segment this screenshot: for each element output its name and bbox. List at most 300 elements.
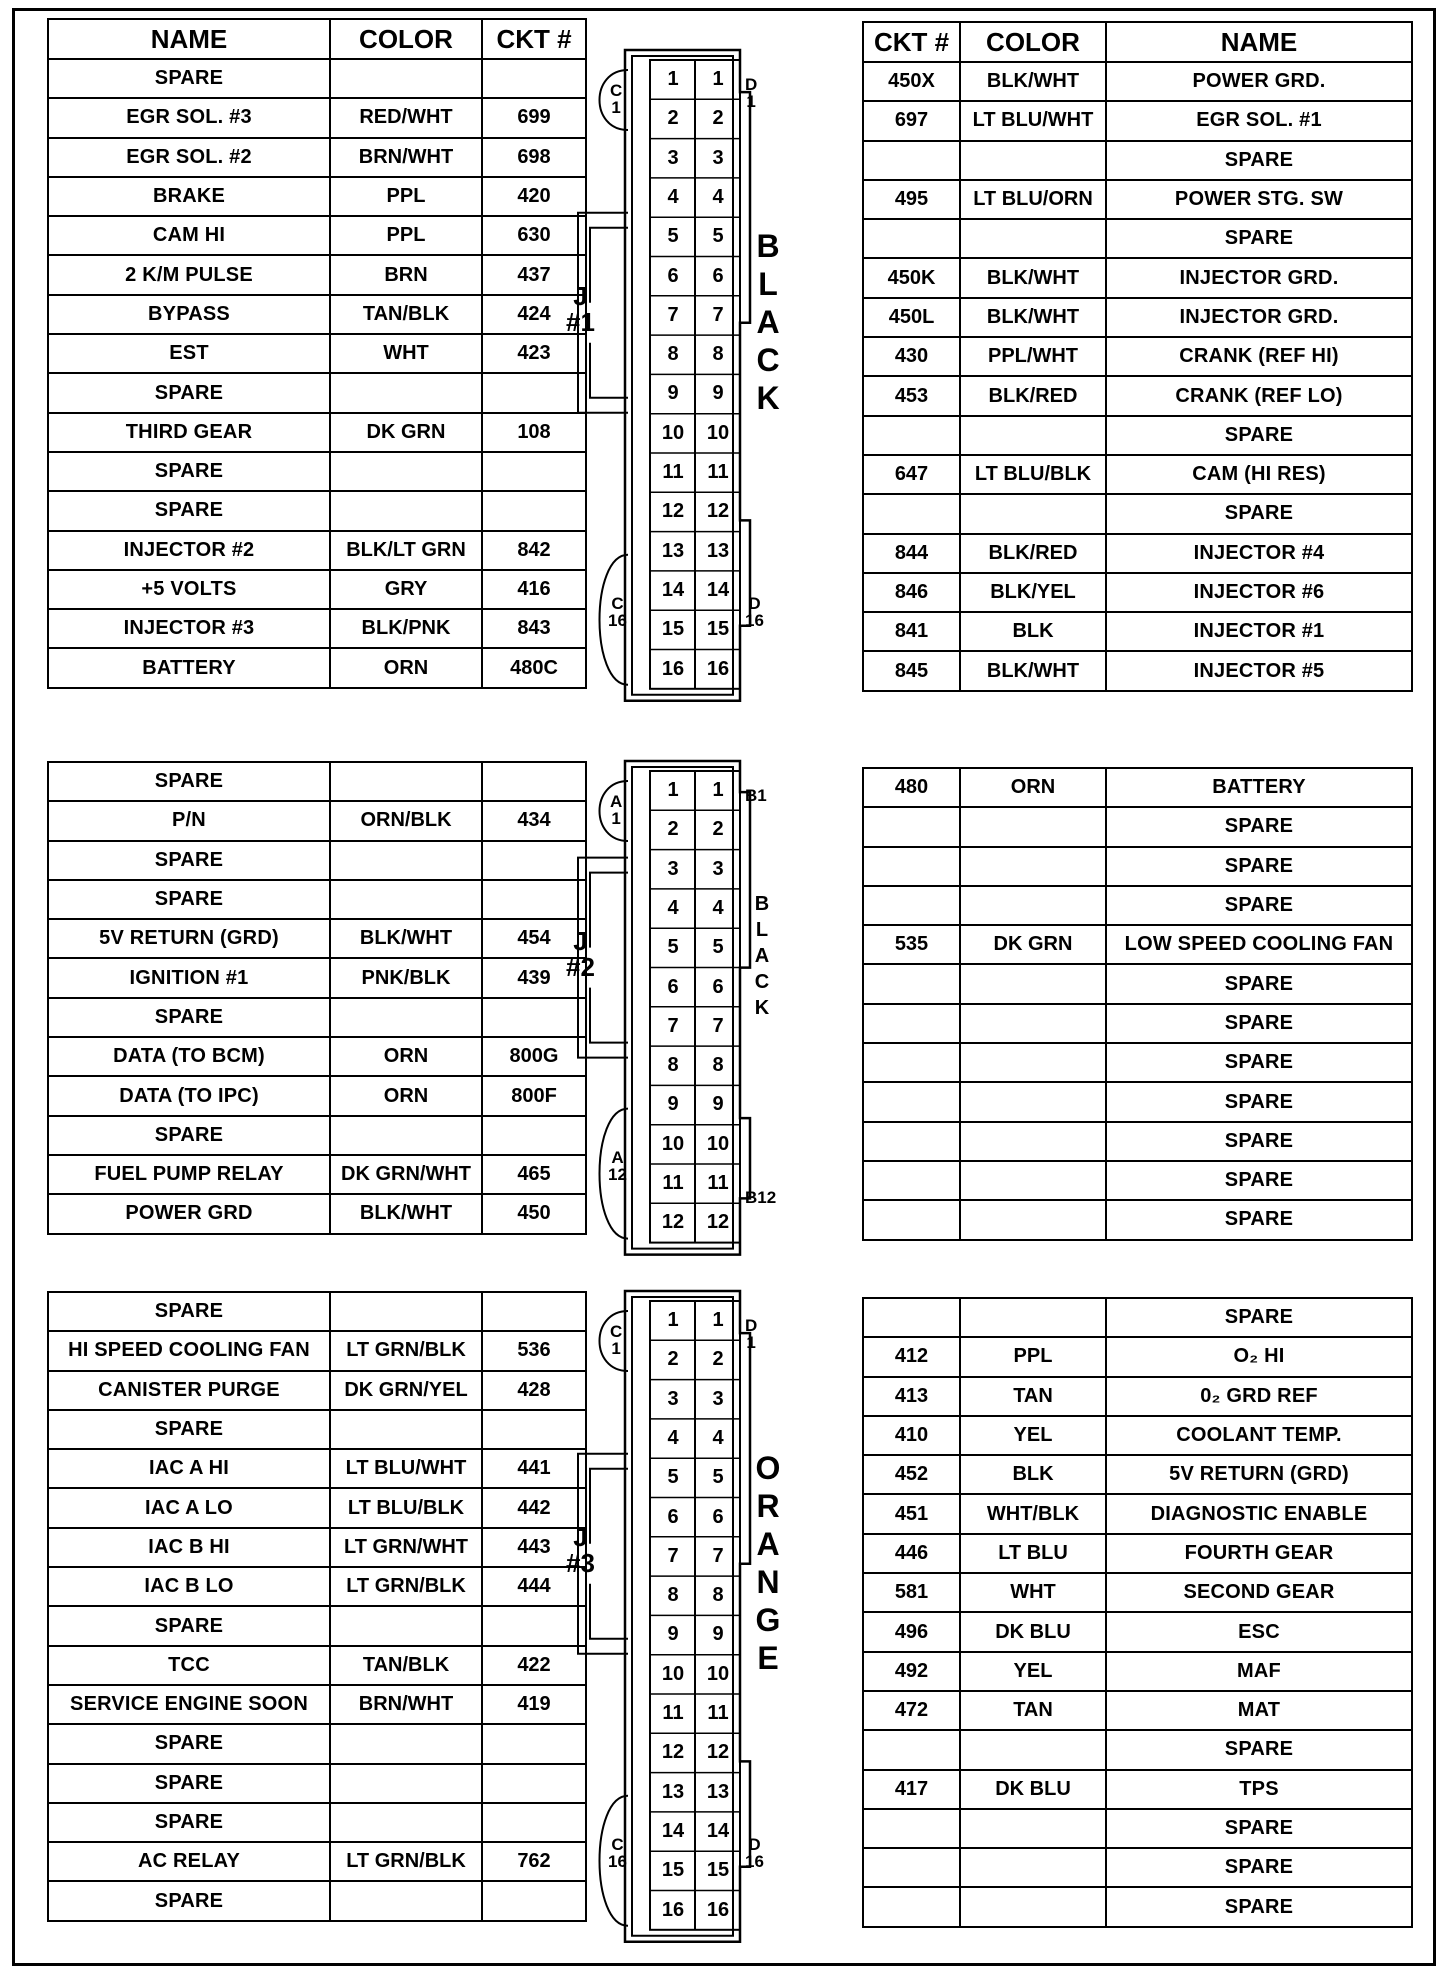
- table-row: [863, 925, 1412, 964]
- circuit-name-cell: SPARE: [48, 1724, 330, 1763]
- wire-color-cell: [960, 1161, 1106, 1200]
- pin-number: 8: [667, 1584, 679, 1607]
- connector-color-letter: C: [756, 341, 780, 378]
- wire-color-cell: [330, 998, 482, 1037]
- circuit-number-cell: [863, 1809, 960, 1848]
- pin-number: 11: [707, 461, 729, 483]
- circuit-number-cell: 699: [482, 98, 586, 137]
- circuit-name-cell: O₂ HI: [1106, 1337, 1412, 1376]
- circuit-name-cell: SPARE: [48, 1803, 330, 1842]
- pin-number: 6: [667, 1505, 679, 1528]
- pin-number: 13: [706, 539, 730, 562]
- circuit-name-cell: INJECTOR #2: [48, 531, 330, 570]
- table-row: [863, 1004, 1412, 1043]
- column-header: CKT #: [863, 22, 960, 62]
- wire-color-cell: [330, 452, 482, 491]
- wire-color-cell: BLK/WHT: [330, 919, 482, 958]
- table-row: [48, 1724, 586, 1763]
- wire-color-cell: [960, 1887, 1106, 1926]
- table-row: [48, 59, 586, 98]
- circuit-name-cell: IAC B HI: [48, 1528, 330, 1567]
- circuit-number-cell: 536: [482, 1331, 586, 1370]
- circuit-number-cell: [863, 1200, 960, 1239]
- circuit-name-cell: SPARE: [1106, 964, 1412, 1003]
- wire-color-cell: [330, 1116, 482, 1155]
- table-row: [863, 1887, 1412, 1926]
- pin-label-top-left: C 1: [610, 81, 623, 117]
- wire-color-cell: BRN/WHT: [330, 1685, 482, 1724]
- left-pin-table-j2: [47, 761, 587, 1235]
- circuit-number-cell: [863, 1730, 960, 1769]
- circuit-name-cell: SPARE: [1106, 1809, 1412, 1848]
- wire-color-cell: ORN: [330, 1037, 482, 1076]
- circuit-name-cell: SPARE: [48, 880, 330, 919]
- pin-number: 16: [706, 1898, 730, 1921]
- pin-number: 7: [667, 1014, 679, 1037]
- circuit-number-cell: [863, 964, 960, 1003]
- wire-color-cell: BLK/WHT: [960, 258, 1106, 297]
- pin-number: 10: [661, 1132, 685, 1155]
- circuit-number-cell: 444: [482, 1567, 586, 1606]
- pin-label-bottom-right: D 16: [745, 1834, 764, 1871]
- table-row: [48, 1842, 586, 1881]
- pin-number: 8: [712, 1584, 724, 1607]
- wire-color-cell: TAN: [960, 1691, 1106, 1730]
- circuit-number-cell: 465: [482, 1155, 586, 1194]
- pin-number: 1: [667, 779, 679, 801]
- table-row: [48, 1803, 586, 1842]
- wire-color-cell: BLK/WHT: [330, 1194, 482, 1233]
- table-row: [48, 958, 586, 997]
- circuit-number-cell: 443: [482, 1528, 586, 1567]
- circuit-name-cell: SPARE: [1106, 1122, 1412, 1161]
- table-row: [863, 964, 1412, 1003]
- circuit-number-cell: 446: [863, 1534, 960, 1573]
- wire-color-cell: PPL: [330, 216, 482, 255]
- circuit-number-cell: [863, 416, 960, 455]
- table-row: [48, 452, 586, 491]
- circuit-number-cell: 424: [482, 295, 586, 334]
- circuit-number-cell: 439: [482, 958, 586, 997]
- wire-color-cell: BLK: [960, 1455, 1106, 1494]
- table-row: [863, 1652, 1412, 1691]
- pin-number: 14: [661, 578, 685, 601]
- pin-number: 4: [712, 185, 724, 208]
- connector-color-letter: L: [758, 265, 778, 302]
- table-row: [48, 841, 586, 880]
- wire-color-cell: LT GRN/BLK: [330, 1331, 482, 1370]
- circuit-number-cell: 410: [863, 1416, 960, 1455]
- pin-number: 14: [661, 1819, 685, 1842]
- circuit-name-cell: CAM (HI RES): [1106, 455, 1412, 494]
- circuit-name-cell: INJECTOR #5: [1106, 651, 1412, 690]
- circuit-name-cell: INJECTOR GRD.: [1106, 298, 1412, 337]
- table-row: [863, 258, 1412, 297]
- wire-color-cell: [330, 1606, 482, 1645]
- wire-color-cell: YEL: [960, 1416, 1106, 1455]
- table-row: [48, 373, 586, 412]
- pin-label-top-right: D 1: [745, 75, 758, 111]
- circuit-number-cell: 698: [482, 138, 586, 177]
- connector-key-inner: [590, 1469, 628, 1639]
- pin-number: 12: [706, 1741, 730, 1764]
- pin-number: 1: [712, 779, 724, 801]
- pin-number: 14: [706, 1819, 730, 1842]
- table-row: [48, 413, 586, 452]
- wire-color-cell: [330, 1724, 482, 1763]
- circuit-number-cell: 450X: [863, 62, 960, 101]
- circuit-name-cell: SPARE: [1106, 886, 1412, 925]
- pin-number: 11: [707, 1172, 729, 1194]
- circuit-number-cell: 453: [863, 376, 960, 415]
- circuit-name-cell: +5 VOLTS: [48, 570, 330, 609]
- pin-number: 3: [712, 146, 724, 169]
- pin-number: 13: [706, 1780, 730, 1803]
- pin-number: 11: [662, 1702, 684, 1724]
- circuit-name-cell: SPARE: [48, 59, 330, 98]
- wire-color-cell: LT GRN/BLK: [330, 1567, 482, 1606]
- wire-color-cell: [960, 1730, 1106, 1769]
- circuit-name-cell: SPARE: [1106, 416, 1412, 455]
- pin-label-top-right: D 1: [745, 1316, 758, 1352]
- circuit-number-cell: 417: [863, 1770, 960, 1809]
- pin-number: 2: [667, 107, 679, 130]
- wire-color-cell: [960, 886, 1106, 925]
- circuit-number-cell: 697: [863, 101, 960, 140]
- wire-color-cell: PPL: [330, 177, 482, 216]
- circuit-number-cell: 452: [863, 1455, 960, 1494]
- pin-number: 2: [712, 1348, 724, 1371]
- wire-color-cell: ORN: [330, 1076, 482, 1115]
- circuit-number-cell: 495: [863, 180, 960, 219]
- pin-number: 3: [667, 1387, 679, 1410]
- table-row: [863, 416, 1412, 455]
- pin-number: 10: [706, 1132, 730, 1155]
- connector-id-label: J #1: [566, 280, 595, 337]
- table-row: [48, 1371, 586, 1410]
- circuit-name-cell: SPARE: [48, 1292, 330, 1331]
- wire-color-cell: [330, 491, 482, 530]
- wire-color-cell: [960, 494, 1106, 533]
- circuit-name-cell: IAC A LO: [48, 1488, 330, 1527]
- circuit-name-cell: IAC A HI: [48, 1449, 330, 1488]
- connector-color-letter: A: [756, 303, 780, 340]
- table-row: [863, 1809, 1412, 1848]
- circuit-number-cell: 762: [482, 1842, 586, 1881]
- table-row: [48, 1646, 586, 1685]
- wire-color-cell: BRN: [330, 255, 482, 294]
- table-row: [863, 337, 1412, 376]
- table-row: [48, 998, 586, 1037]
- circuit-name-cell: SPARE: [48, 373, 330, 412]
- wire-color-cell: ORN/BLK: [330, 801, 482, 840]
- wire-color-cell: [330, 1764, 482, 1803]
- table-row: [48, 1764, 586, 1803]
- pin-number: 3: [667, 857, 679, 880]
- circuit-name-cell: SPARE: [1106, 847, 1412, 886]
- pin-number: 7: [712, 1544, 724, 1567]
- table-row: [48, 1116, 586, 1155]
- circuit-number-cell: [863, 494, 960, 533]
- wire-color-cell: [330, 1410, 482, 1449]
- table-row: [48, 138, 586, 177]
- circuit-name-cell: ESC: [1106, 1612, 1412, 1651]
- table-row: [863, 1730, 1412, 1769]
- table-row: [863, 1161, 1412, 1200]
- table-row: [48, 880, 586, 919]
- wire-color-cell: [330, 1292, 482, 1331]
- circuit-name-cell: SPARE: [48, 1764, 330, 1803]
- right-pin-table-j2: [862, 767, 1413, 1241]
- table-row: [863, 1573, 1412, 1612]
- pin-number: 3: [667, 146, 679, 169]
- circuit-name-cell: COOLANT TEMP.: [1106, 1416, 1412, 1455]
- circuit-name-cell: 0₂ GRD REF: [1106, 1377, 1412, 1416]
- table-row: [863, 807, 1412, 846]
- table-row: [48, 334, 586, 373]
- connector-j2: [566, 757, 800, 1259]
- circuit-name-cell: INJECTOR #6: [1106, 573, 1412, 612]
- circuit-name-cell: SPARE: [48, 998, 330, 1037]
- circuit-name-cell: DIAGNOSTIC ENABLE: [1106, 1494, 1412, 1533]
- connector-color-letter: L: [755, 918, 769, 941]
- wire-color-cell: BRN/WHT: [330, 138, 482, 177]
- circuit-name-cell: INJECTOR #4: [1106, 534, 1412, 573]
- wire-color-cell: [960, 1848, 1106, 1887]
- connector-color-letter: A: [754, 944, 770, 967]
- table-row: [863, 1298, 1412, 1337]
- wire-color-cell: [960, 1082, 1106, 1121]
- table-row: [48, 98, 586, 137]
- table-row: [863, 494, 1412, 533]
- wire-color-cell: BLK/WHT: [960, 62, 1106, 101]
- wire-color-cell: BLK/WHT: [960, 298, 1106, 337]
- pin-number: 8: [667, 343, 679, 366]
- table-row: [48, 1567, 586, 1606]
- table-row: [863, 141, 1412, 180]
- wire-color-cell: LT GRN/BLK: [330, 1842, 482, 1881]
- pin-number: 8: [667, 1054, 679, 1077]
- circuit-name-cell: 5V RETURN (GRD): [1106, 1455, 1412, 1494]
- pin-number: 4: [667, 185, 679, 208]
- circuit-number-cell: 412: [863, 1337, 960, 1376]
- pin-number: 2: [712, 818, 724, 841]
- circuit-name-cell: AC RELAY: [48, 1842, 330, 1881]
- wire-color-cell: LT BLU/WHT: [330, 1449, 482, 1488]
- column-header: NAME: [1106, 22, 1412, 62]
- circuit-number-cell: 434: [482, 801, 586, 840]
- circuit-number-cell: [863, 1082, 960, 1121]
- circuit-name-cell: LOW SPEED COOLING FAN: [1106, 925, 1412, 964]
- wire-color-cell: [960, 807, 1106, 846]
- circuit-name-cell: CRANK (REF LO): [1106, 376, 1412, 415]
- table-row: [48, 1410, 586, 1449]
- pin-number: 15: [661, 618, 685, 641]
- circuit-number-cell: 428: [482, 1371, 586, 1410]
- circuit-number-cell: 496: [863, 1612, 960, 1651]
- circuit-name-cell: TPS: [1106, 1770, 1412, 1809]
- connector-j1: [566, 46, 800, 705]
- pin-number: 2: [667, 818, 679, 841]
- pin-label-top-left: A 1: [610, 792, 623, 828]
- table-row: [48, 1449, 586, 1488]
- pin-label-bottom-left: C 16: [608, 1834, 627, 1871]
- circuit-name-cell: FUEL PUMP RELAY: [48, 1155, 330, 1194]
- circuit-number-cell: [863, 1004, 960, 1043]
- pin-number: 5: [667, 1466, 679, 1489]
- circuit-number-cell: 846: [863, 573, 960, 612]
- table-row: [48, 491, 586, 530]
- wire-color-cell: [960, 1122, 1106, 1161]
- table-row: [863, 847, 1412, 886]
- circuit-number-cell: [863, 1043, 960, 1082]
- circuit-number-cell: 416: [482, 570, 586, 609]
- wire-color-cell: [330, 841, 482, 880]
- connector-color-letter: C: [754, 970, 770, 993]
- circuit-number-cell: [863, 141, 960, 180]
- pin-number: 9: [712, 1093, 724, 1116]
- circuit-name-cell: FOURTH GEAR: [1106, 1534, 1412, 1573]
- wire-color-cell: DK GRN: [330, 413, 482, 452]
- pin-number: 15: [706, 618, 730, 641]
- table-row: [48, 648, 586, 687]
- circuit-number-cell: 419: [482, 1685, 586, 1724]
- circuit-name-cell: DATA (TO IPC): [48, 1076, 330, 1115]
- circuit-number-cell: [863, 1122, 960, 1161]
- wire-color-cell: [330, 1881, 482, 1920]
- wire-color-cell: LT BLU/BLK: [960, 455, 1106, 494]
- circuit-number-cell: 647: [863, 455, 960, 494]
- circuit-number-cell: 492: [863, 1652, 960, 1691]
- pin-number: 6: [667, 975, 679, 998]
- circuit-name-cell: EST: [48, 334, 330, 373]
- pin-number: 12: [706, 500, 730, 523]
- circuit-name-cell: SPARE: [1106, 1200, 1412, 1239]
- pin-number: 10: [661, 1662, 685, 1685]
- pin-number: 9: [667, 1623, 679, 1646]
- wire-color-cell: [960, 964, 1106, 1003]
- wire-color-cell: [960, 1298, 1106, 1337]
- wire-color-cell: [330, 762, 482, 801]
- wire-color-cell: RED/WHT: [330, 98, 482, 137]
- circuit-name-cell: SPARE: [48, 452, 330, 491]
- table-row: [863, 1848, 1412, 1887]
- wire-color-cell: ORN: [960, 768, 1106, 807]
- circuit-name-cell: SPARE: [48, 491, 330, 530]
- circuit-name-cell: SPARE: [1106, 494, 1412, 533]
- pin-number: 3: [712, 857, 724, 880]
- wire-color-cell: DK BLU: [960, 1612, 1106, 1651]
- circuit-name-cell: P/N: [48, 801, 330, 840]
- circuit-name-cell: SPARE: [48, 1116, 330, 1155]
- pin-label-bottom-right: D 16: [745, 593, 764, 630]
- circuit-number-cell: 430: [863, 337, 960, 376]
- circuit-number-cell: [863, 807, 960, 846]
- circuit-number-cell: 844: [863, 534, 960, 573]
- circuit-number-cell: 423: [482, 334, 586, 373]
- circuit-name-cell: POWER STG. SW: [1106, 180, 1412, 219]
- circuit-name-cell: SPARE: [48, 762, 330, 801]
- pin-number: 16: [661, 1898, 685, 1921]
- table-row: [863, 886, 1412, 925]
- pin-number: 15: [706, 1859, 730, 1882]
- column-header: COLOR: [330, 19, 482, 59]
- pin-number: 7: [712, 303, 724, 326]
- table-header-row: [863, 22, 1412, 62]
- pin-number: 11: [662, 461, 684, 483]
- table-row: [863, 768, 1412, 807]
- circuit-name-cell: MAF: [1106, 1652, 1412, 1691]
- circuit-name-cell: SECOND GEAR: [1106, 1573, 1412, 1612]
- circuit-name-cell: EGR SOL. #1: [1106, 101, 1412, 140]
- wire-color-cell: [960, 1004, 1106, 1043]
- table-row: [48, 1292, 586, 1331]
- pin-number: 11: [707, 1702, 729, 1724]
- wire-color-cell: [960, 141, 1106, 180]
- table-row: [48, 609, 586, 648]
- table-row: [48, 570, 586, 609]
- pin-label-top-right: B1: [745, 786, 767, 805]
- table-row: [863, 1455, 1412, 1494]
- pin-number: 9: [712, 382, 724, 405]
- table-row: [863, 101, 1412, 140]
- table-row: [48, 1606, 586, 1645]
- connector-color-letter: K: [756, 379, 780, 416]
- table-row: [48, 1528, 586, 1567]
- circuit-number-cell: 842: [482, 531, 586, 570]
- circuit-name-cell: SPARE: [1106, 1043, 1412, 1082]
- table-row: [863, 534, 1412, 573]
- pin-number: 8: [712, 343, 724, 366]
- circuit-name-cell: SERVICE ENGINE SOON: [48, 1685, 330, 1724]
- pin-number: 16: [661, 657, 685, 680]
- table-row: [863, 573, 1412, 612]
- table-row: [48, 1881, 586, 1920]
- table-row: [863, 455, 1412, 494]
- wire-color-cell: DK GRN/WHT: [330, 1155, 482, 1194]
- pin-number: 8: [712, 1054, 724, 1077]
- circuit-name-cell: SPARE: [1106, 1848, 1412, 1887]
- wire-color-cell: WHT: [330, 334, 482, 373]
- wire-color-cell: [330, 59, 482, 98]
- pin-number: 4: [667, 1426, 679, 1449]
- pin-number: 12: [661, 500, 685, 523]
- left-pin-table-j3: [47, 1291, 587, 1922]
- wire-color-cell: TAN/BLK: [330, 295, 482, 334]
- pin-label-top-left: C 1: [610, 1322, 623, 1358]
- table-row: [48, 1488, 586, 1527]
- table-row: [48, 1037, 586, 1076]
- circuit-name-cell: SPARE: [1106, 219, 1412, 258]
- table-row: [863, 1082, 1412, 1121]
- circuit-name-cell: BRAKE: [48, 177, 330, 216]
- connector-color-letter: N: [756, 1563, 780, 1600]
- pin-number: 9: [712, 1623, 724, 1646]
- circuit-name-cell: MAT: [1106, 1691, 1412, 1730]
- circuit-number-cell: 450K: [863, 258, 960, 297]
- wire-color-cell: PPL: [960, 1337, 1106, 1376]
- circuit-name-cell: CANISTER PURGE: [48, 1371, 330, 1410]
- pin-number: 11: [662, 1172, 684, 1194]
- connector-color-letter: O: [755, 1449, 781, 1486]
- wire-color-cell: WHT: [960, 1573, 1106, 1612]
- connector-color-letter: B: [754, 892, 770, 915]
- circuit-name-cell: SPARE: [48, 841, 330, 880]
- connector-j3: [566, 1287, 800, 1946]
- circuit-number-cell: 841: [863, 612, 960, 651]
- circuit-name-cell: DATA (TO BCM): [48, 1037, 330, 1076]
- circuit-number-cell: 442: [482, 1488, 586, 1527]
